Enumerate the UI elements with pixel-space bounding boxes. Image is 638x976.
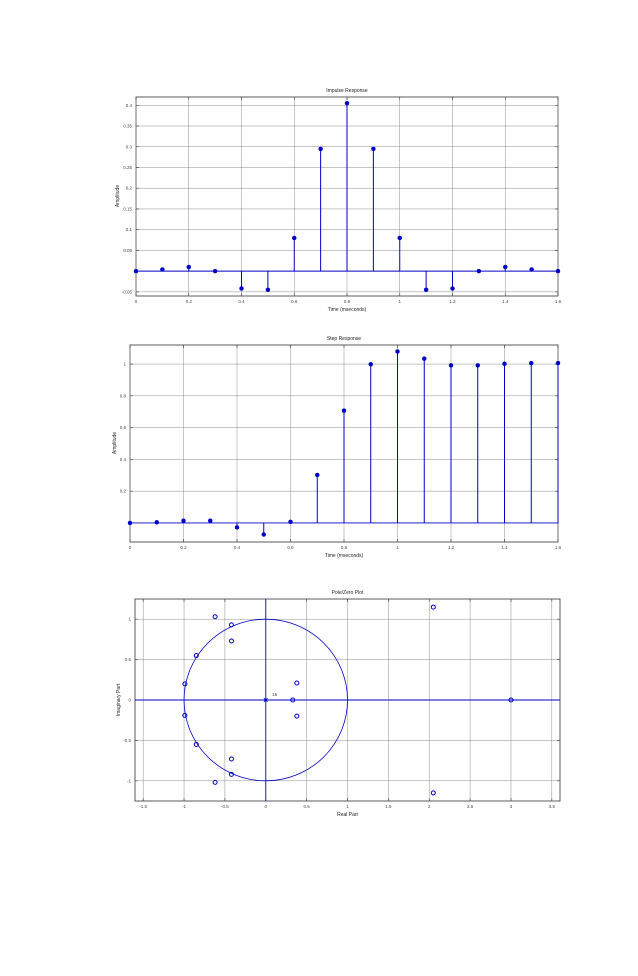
y-tick-label: 0.35 [123,123,132,129]
stem-marker [160,267,164,271]
stem-marker [503,265,507,269]
x-tick-label: 0 [128,545,132,550]
stem-marker [529,361,533,365]
y-tick-label: 0.4 [125,102,132,108]
stem-marker [128,521,132,525]
x-tick-label: -1 [182,804,187,809]
x-tick-label: 2.5 [466,804,474,809]
y-tick-label: 0.05 [123,247,132,253]
stem-marker [155,520,159,524]
x-tick-label: -0.5 [221,804,229,809]
x-tick-label: 3 [509,804,513,809]
x-tick-label: 0.6 [287,545,294,550]
x-tick-label: 0.8 [340,545,348,550]
chart-title: Step Response [326,336,362,342]
y-tick-label: -0.05 [121,289,132,295]
y-tick-label: -0.5 [123,737,131,743]
stem-marker [398,236,402,240]
x-tick-label: 1.5 [385,804,392,809]
stem-marker [396,350,400,354]
x-tick-label: 0.4 [233,545,241,550]
x-tick-label: 1.6 [554,545,562,550]
y-tick-label: 0.2 [125,185,132,191]
x-tick-label: 0.6 [291,299,298,304]
stem-marker [422,357,426,361]
stem-marker [477,269,481,273]
x-axis-label: Time (mseconds) [324,553,364,559]
stem-marker [556,361,560,365]
stem-marker [556,269,560,273]
x-tick-label: 0 [264,804,268,809]
pole-multiplicity-label: 16 [272,691,278,697]
x-tick-label: 1.4 [501,545,508,550]
stem-marker [451,287,455,291]
y-tick-label: 0 [128,697,131,703]
x-tick-label: 1 [396,545,399,550]
y-tick-label: 0.6 [119,425,126,431]
chart-title: Impulse Response [326,88,368,94]
stem-marker [182,519,186,523]
y-tick-label: 0.1 [125,227,132,233]
stem-marker [503,362,507,366]
x-tick-label: 0.4 [238,299,245,304]
chart-1 [115,88,562,313]
x-tick-label: 2 [427,804,431,809]
stem-marker [213,269,217,273]
chart-2 [112,336,562,559]
x-tick-label: 0 [134,299,138,304]
stem-marker [315,473,319,477]
x-tick-label: 1.4 [502,299,509,304]
stem-marker [292,236,296,240]
stem-marker [208,519,212,523]
stem-marker [449,363,453,367]
stem-marker [345,101,349,105]
y-tick-label: 0.15 [123,206,132,212]
x-tick-label: 1.2 [447,545,455,550]
stem-marker [235,525,239,529]
chart-title: Pole/Zero Plot [331,590,364,596]
y-tick-label: 0.4 [119,456,126,462]
stem-marker [369,362,373,366]
x-tick-label: -1.5 [139,804,148,809]
y-tick-label: 0.25 [123,164,132,170]
x-axis-label: Real Part [337,812,358,818]
x-tick-label: 1.2 [449,299,456,304]
y-tick-label: 0.2 [119,488,126,494]
stem-marker [371,147,375,151]
chart-3 [116,590,560,818]
stem-marker [262,533,266,537]
stem-marker [476,363,480,367]
x-tick-label: 1 [398,299,402,304]
y-axis-label: Amplitude [115,184,121,208]
x-tick-label: 0.2 [180,545,187,550]
y-tick-label: 0.3 [125,144,132,150]
x-tick-label: 1.6 [554,299,562,304]
stem-marker [240,287,244,291]
stem-marker [266,288,270,292]
y-tick-label: 1 [128,616,131,622]
y-tick-label: -1 [126,778,131,784]
stem-marker [424,288,428,292]
x-tick-label: 1 [346,804,349,809]
stem-marker [289,520,293,524]
stem-marker [319,147,323,151]
x-tick-label: 3.5 [548,804,555,809]
y-axis-label: Amplitude [112,431,118,455]
stem-marker [342,409,346,413]
x-axis-label: Time (mseconds) [327,307,367,313]
y-tick-label: 0.5 [124,657,131,663]
stem-marker [530,267,534,271]
y-tick-label: 0.8 [119,393,126,399]
stem-marker [134,269,138,273]
x-tick-label: 0.2 [185,299,192,304]
y-axis-label: Imaginary Part [116,683,122,717]
stem-marker [187,265,191,269]
x-tick-label: 0.8 [343,299,351,304]
x-tick-label: 0.5 [303,804,310,809]
y-tick-label: 1 [123,361,126,367]
